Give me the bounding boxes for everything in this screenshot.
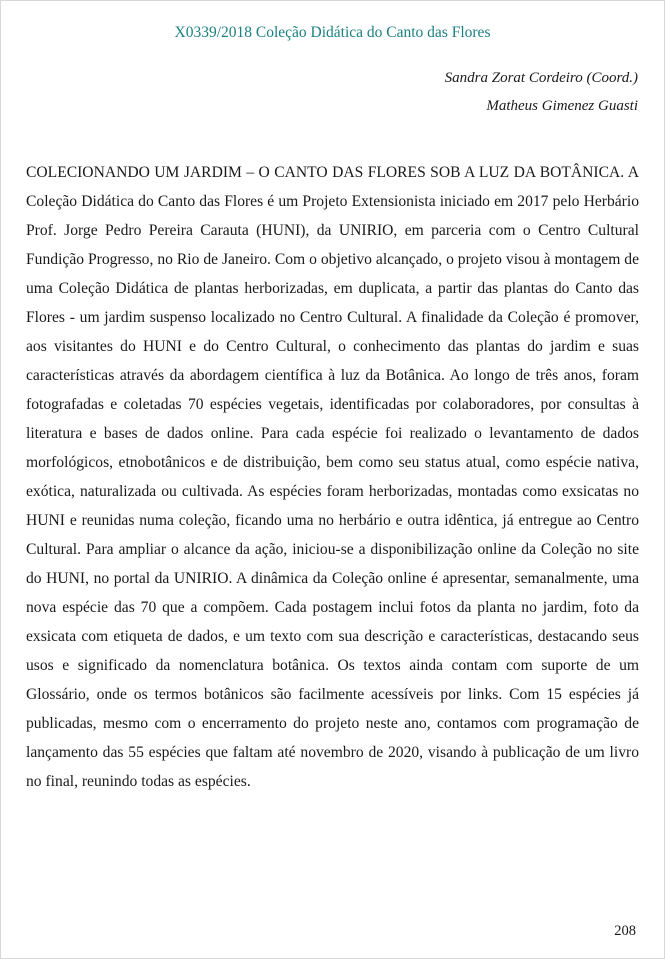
page-number: 208 (614, 923, 636, 939)
abstract-text: COLECIONANDO UM JARDIM – O CANTO DAS FLORES SOB A LUZ DA BOTÂNICA. A Coleção Didática do Canto das Flores é um Projeto Extensionista iniciado em 2017 pelo Herbário Prof. Jorge Pedro Pereira Carauta (HUNI), da UNIRIO, em parceria com o Centro Cultural Fundição Progresso, no Rio de Janeiro. Com o objetivo alcançado, o projeto visou à montagem de uma Coleção Didática de plantas herborizadas, em duplicata, a partir das plantas do Canto das Flores - um jardim suspenso localizado no Centro Cultural. A finalidade da Coleção é promover, aos visitantes do HUNI e do Centro Cultural, o conhecimento das plantas do jardim e suas características através da abordagem científica à luz da Botânica. Ao longo de três anos, foram fotografadas e coletadas 70 espécies vegetais, identificadas por colaboradores, por consultas à literatura e bases de dados online. Para cada espécie foi realizado o levantamento de dados morfológicos, etnobotânicos e de distribuição, bem como seu status atual, como espécie nativa, exótica, naturalizada ou cultivada. As espécies foram herborizadas, montadas como exsicatas no HUNI e reunidas numa coleção, ficando uma no herbário e outra idêntica, já entregue ao Centro Cultural. Para ampliar o alcance da ação, iniciou-se a disponibilização online da Coleção no site do HUNI, no portal da UNIRIO. A dinâmica da Coleção online é apresentar, semanalmente, uma nova espécie das 70 que a compõem. Cada postagem inclui fotos da planta no jardim, foto da exsicata com etiqueta de dados, e um texto com sua descrição e características, destacando seus usos e significado da nomenclatura botânica. Os textos ainda contam com suporte de um Glossário, onde os termos botânicos são facilmente acessíveis por links. Com 15 espécies já publicadas, mesmo com o encerramento do projeto neste ano, contamos com programação de lançamento das 55 espécies que faltam até novembro de 2020, visando à publicação de um livro no final, reunindo todas as espécies. (26, 164, 639, 790)
author-block (1, 64, 664, 120)
author-line-second: Matheus Gimenez Guasti (486, 98, 638, 114)
author-line-coordinator: Sandra Zorat Cordeiro (Coord.) (444, 70, 638, 86)
page-title: X0339/2018 Coleção Didática do Canto das Flores (174, 24, 491, 41)
